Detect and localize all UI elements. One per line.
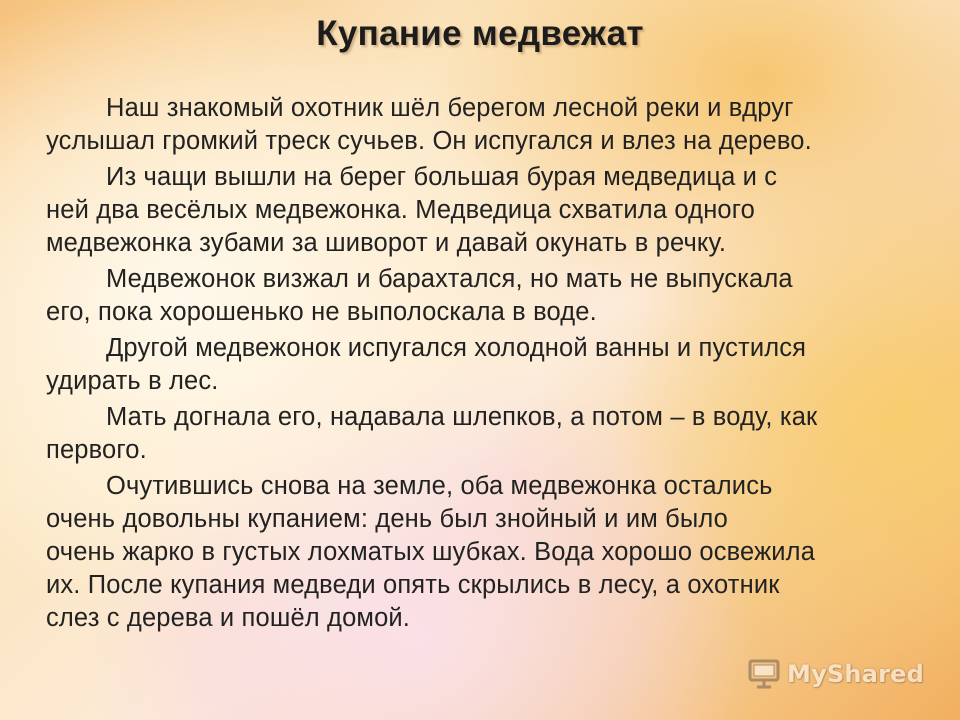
paragraph-1 xyxy=(46,92,946,158)
paragraph-line: медвежонка зубами за шиворот и давай окунать в речку. xyxy=(46,229,727,257)
paragraph-line: удирать в лес. xyxy=(46,367,219,395)
paragraph-3 xyxy=(46,263,946,329)
slide-title: Купание медвежат xyxy=(316,14,644,53)
paragraph-5 xyxy=(46,401,946,467)
paragraph-line: Очутившись снова на земле, оба медвежонка остались xyxy=(106,472,773,500)
paragraph-line: очень жарко в густых лохматых шубках. Вода хорошо освежила xyxy=(46,538,816,566)
paragraph-line: услышал громкий треск сучьев. Он испугался и влез на дерево. xyxy=(46,127,812,155)
paragraph-line: Другой медвежонок испугался холодной ванны и пустился xyxy=(106,334,807,362)
paragraph-line: первого. xyxy=(46,436,147,464)
paragraph-2 xyxy=(46,161,946,260)
paragraph-line: их. После купания медведи опять скрылись в лесу, а охотник xyxy=(46,571,780,599)
paragraph-line: Из чащи вышли на берег большая бурая медведица и с xyxy=(106,163,778,191)
paragraph-line: его, пока хорошенько не выполоскала в воде. xyxy=(46,298,597,326)
story-text xyxy=(46,92,946,638)
paragraph-line: Медвежонок визжал и барахтался, но мать не выпускала xyxy=(106,265,793,293)
paragraph-line: слез с дерева и пошёл домой. xyxy=(46,604,411,632)
paragraph-4 xyxy=(46,332,946,398)
paragraph-line: очень довольны купанием: день был знойный и им было xyxy=(46,505,729,533)
projector-screen-icon xyxy=(747,658,781,690)
paragraph-line: Наш знакомый охотник шёл берегом лесной реки и вдруг xyxy=(106,94,794,122)
watermark-text: MyShared xyxy=(787,660,924,688)
myshared-watermark xyxy=(747,658,924,690)
paragraph-6 xyxy=(46,470,946,635)
paragraph-line: ней два весёлых медвежонка. Медведица схватила одного xyxy=(46,196,755,224)
paragraph-line: Мать догнала его, надавала шлепков, а потом – в воду, как xyxy=(106,403,818,431)
